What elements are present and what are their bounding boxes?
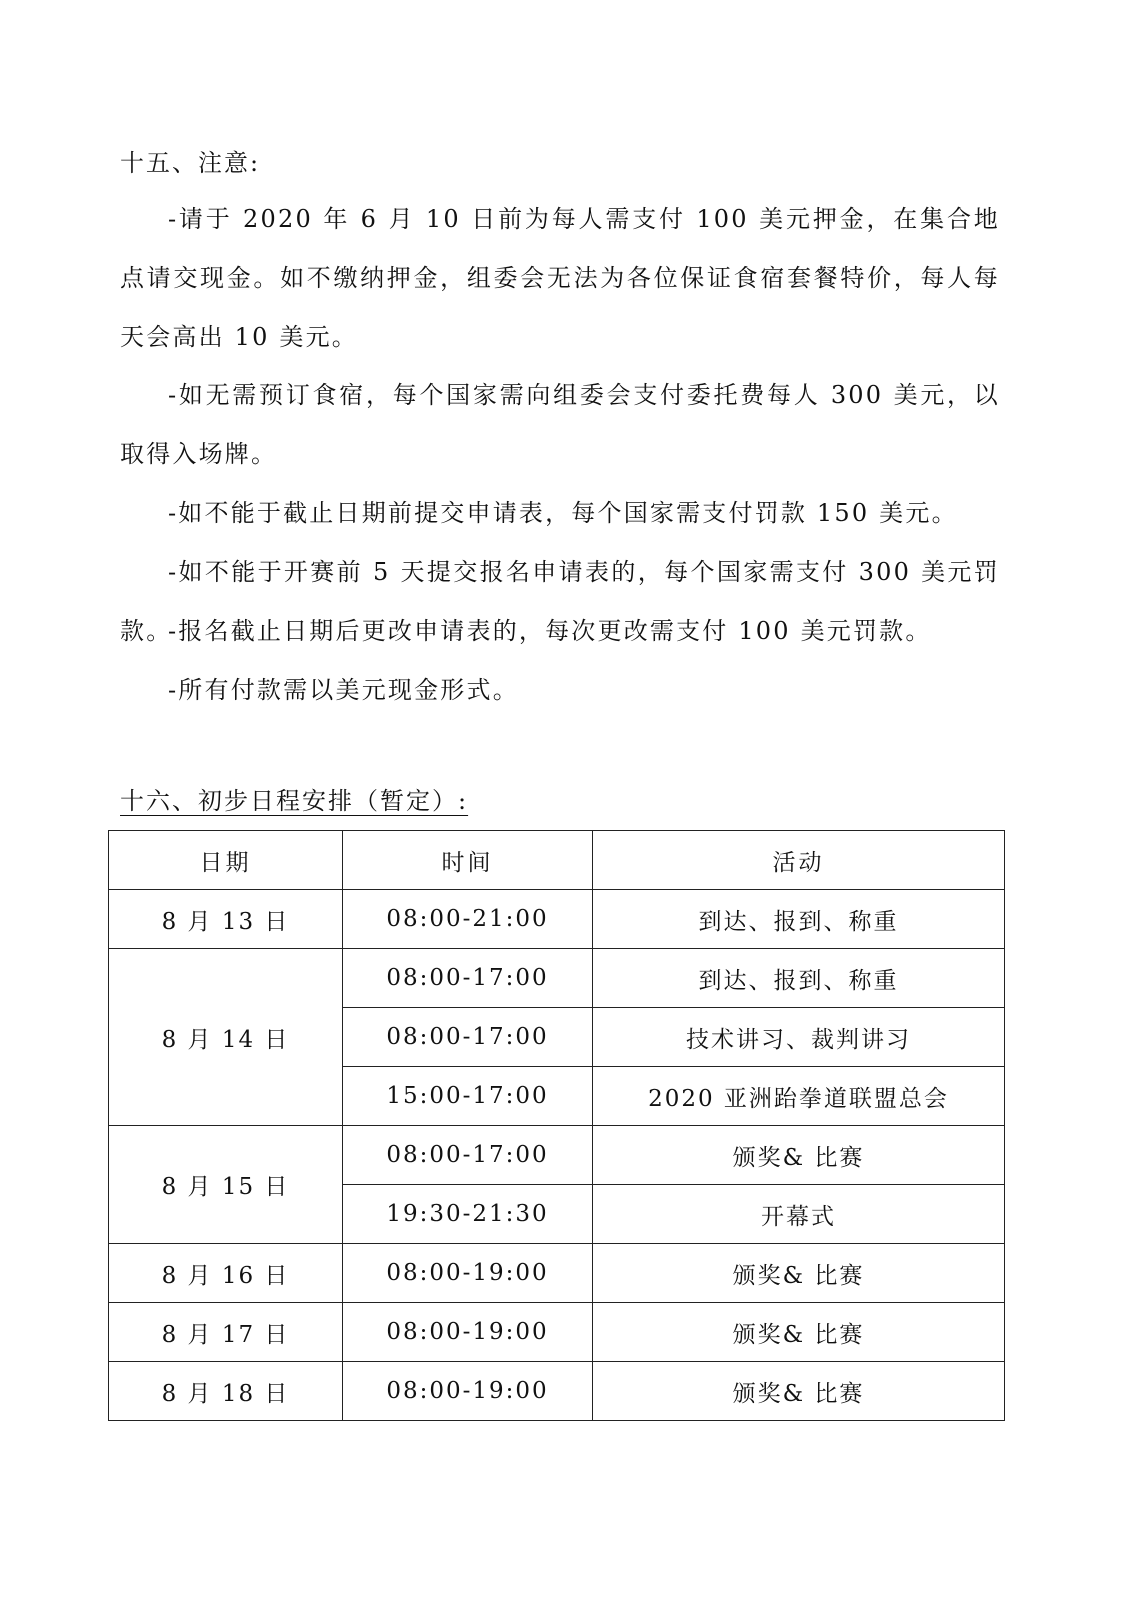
activity-cell: 到达、报到、称重 — [593, 949, 1005, 1008]
time-cell: 08:00-19:00 — [343, 1362, 593, 1421]
table-header-row — [109, 831, 1005, 890]
activity-cell: 技术讲习、裁判讲习 — [593, 1008, 1005, 1067]
date-cell: 8 月 17 日 — [109, 1303, 343, 1362]
date-cell: 8 月 18 日 — [109, 1362, 343, 1421]
time-cell: 15:00-17:00 — [343, 1067, 593, 1126]
table-row — [109, 1126, 1005, 1185]
date-cell: 8 月 14 日 — [109, 949, 343, 1126]
notice-deposit: -请于 2020 年 6 月 10 日前为每人需支付 100 美元押金，在集合地点请交现金。如不缴纳押金，组委会无法为各位保证食宿套餐特价，每人每天会高出 10 美元。 — [120, 205, 1000, 351]
time-cell: 08:00-17:00 — [343, 949, 593, 1008]
date-cell: 8 月 15 日 — [109, 1126, 343, 1244]
notice-5-day-fine: -如不能于开赛前 5 天提交报名申请表的，每个国家需支付 300 美元罚款。 — [120, 558, 1000, 645]
header-time: 时间 — [343, 831, 593, 890]
notice-late-application-fine: -如不能于截止日期前提交申请表，每个国家需支付罚款 150 美元。 — [168, 499, 958, 527]
table-row — [109, 1362, 1005, 1421]
time-cell: 19:30-21:30 — [343, 1185, 593, 1244]
time-cell: 08:00-19:00 — [343, 1244, 593, 1303]
time-cell: 08:00-19:00 — [343, 1303, 593, 1362]
date-cell: 8 月 13 日 — [109, 890, 343, 949]
activity-cell: 颁奖& 比赛 — [593, 1126, 1005, 1185]
schedule-table — [108, 830, 1005, 1421]
activity-cell: 颁奖& 比赛 — [593, 1362, 1005, 1421]
activity-cell: 2020 亚洲跆拳道联盟总会 — [593, 1067, 1005, 1126]
header-activity: 活动 — [593, 831, 1005, 890]
section-15-heading: 十五、注意: — [120, 149, 261, 177]
header-date: 日期 — [109, 831, 343, 890]
table-row — [109, 890, 1005, 949]
time-cell: 08:00-17:00 — [343, 1126, 593, 1185]
table-row — [109, 1244, 1005, 1303]
notice-change-fine: -报名截止日期后更改申请表的，每次更改需支付 100 美元罚款。 — [168, 617, 932, 645]
time-cell: 08:00-17:00 — [343, 1008, 593, 1067]
activity-cell: 颁奖& 比赛 — [593, 1244, 1005, 1303]
time-cell: 08:00-21:00 — [343, 890, 593, 949]
activity-cell: 到达、报到、称重 — [593, 890, 1005, 949]
notice-no-accommodation-fee: -如无需预订食宿，每个国家需向组委会支付委托费每人 300 美元，以取得入场牌。 — [120, 381, 1000, 468]
table-row — [109, 949, 1005, 1008]
date-cell: 8 月 16 日 — [109, 1244, 343, 1303]
activity-cell: 开幕式 — [593, 1185, 1005, 1244]
table-row — [109, 1303, 1005, 1362]
notice-payment-currency: -所有付款需以美元现金形式。 — [168, 676, 519, 704]
activity-cell: 颁奖& 比赛 — [593, 1303, 1005, 1362]
section-16-heading: 十六、初步日程安排（暂定）: — [120, 787, 469, 815]
